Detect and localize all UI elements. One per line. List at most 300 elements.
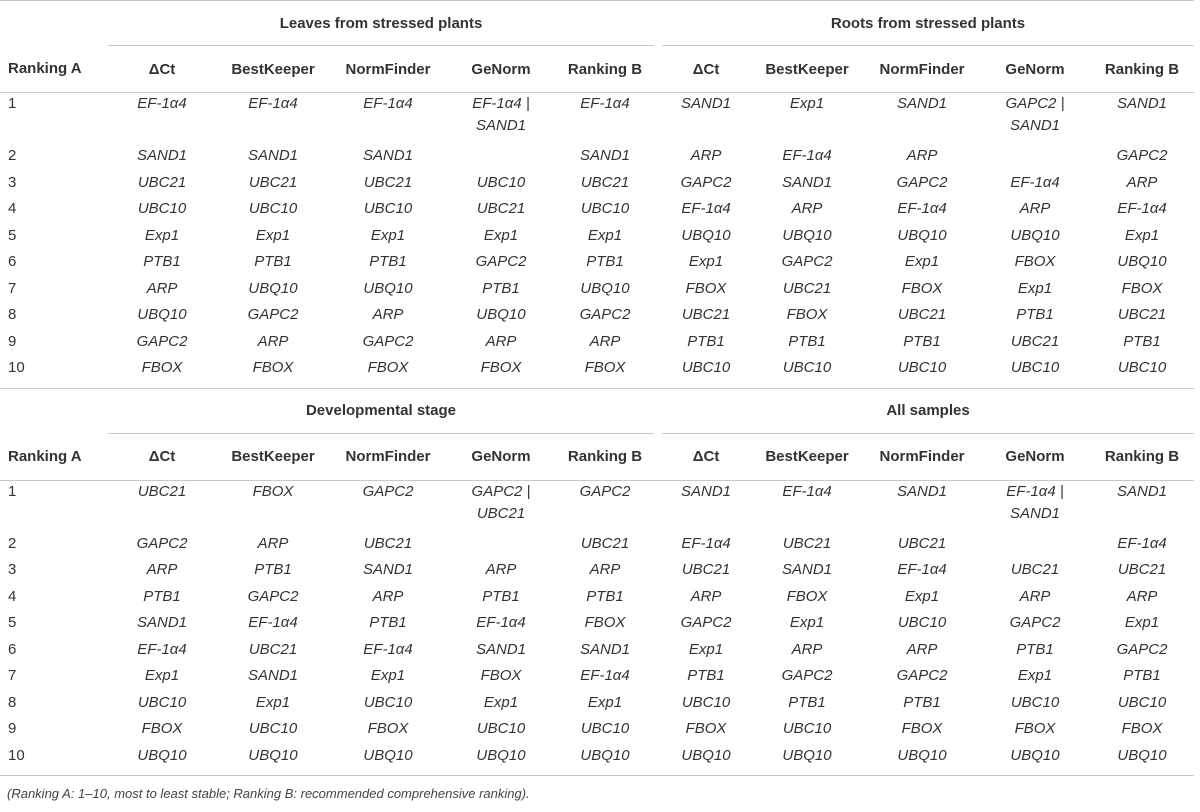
rank-number: 10 <box>0 745 108 776</box>
column-header: Ranking B <box>1090 46 1194 93</box>
gene-name: SAND1 <box>475 117 527 134</box>
gene-cell: SAND1 <box>782 173 833 191</box>
gene-cell: GAPC2 <box>1116 147 1168 164</box>
table-row <box>0 586 1194 613</box>
gene-cell: UBC10 <box>580 200 630 217</box>
gene-cell: UBC21 <box>1010 332 1060 350</box>
gene-cell: PTB1 <box>903 332 941 350</box>
group-gap <box>654 331 662 358</box>
group-gap <box>654 665 662 692</box>
gene-cell: FBOX <box>446 357 556 388</box>
section-group-header <box>0 388 1194 433</box>
group-gap <box>654 251 662 278</box>
gene-cell: EF-1α4 <box>476 614 526 631</box>
gene-cell: Exp1 <box>688 253 724 270</box>
group-gap <box>654 692 662 719</box>
gene-cell: SAND1 <box>897 482 948 500</box>
gene-cell: Exp1 <box>1017 279 1053 297</box>
gene-cell: UBC10 <box>476 720 526 737</box>
gene-cell: FBOX <box>252 482 294 500</box>
rank-number: 6 <box>8 640 17 658</box>
column-header: BestKeeper <box>750 46 864 93</box>
gene-cell: PTB1 <box>788 332 826 350</box>
left-group-title: Developmental stage <box>108 388 654 433</box>
column-header: BestKeeper <box>216 46 330 93</box>
gene-cell: UBC21 <box>137 482 187 500</box>
group-gap <box>654 533 662 560</box>
group-gap <box>654 480 662 533</box>
gene-cell: ARP <box>690 587 722 605</box>
gene-cell: SAND1 <box>362 147 414 164</box>
gene-cell: GAPC2 <box>896 173 948 191</box>
rank-number: 9 <box>8 332 17 350</box>
gene-cell: UBC21 <box>137 173 187 191</box>
gene-cell: ARP <box>690 147 722 164</box>
group-gap <box>654 46 662 93</box>
gene-cell: ARP <box>1019 587 1051 605</box>
gene-cell: EF-1α4 <box>137 95 187 112</box>
rank-number: 8 <box>8 693 17 711</box>
gene-cell: ARP <box>372 306 404 323</box>
rank-number: 1 <box>8 482 17 500</box>
gene-cell: UBC21 <box>580 173 630 191</box>
gene-cell: UBC21 <box>476 200 526 217</box>
gene-cell: GAPC2 <box>680 173 732 191</box>
gene-cell: PTB1 <box>369 253 407 270</box>
gene-cell: GAPC2 <box>247 306 299 323</box>
gene-cell: EF-1α4 <box>363 95 413 112</box>
gene-cell: UBC10 <box>1090 357 1194 388</box>
column-header: ΔCt <box>662 46 750 93</box>
gene-cell: PTB1 <box>903 693 941 711</box>
gene-name: UBC21 <box>476 504 526 522</box>
column-header: ΔCt <box>108 46 216 93</box>
gene-cell: GAPC2 <box>579 482 631 500</box>
gene-cell: FBOX <box>1121 279 1163 297</box>
rank-number: 10 <box>0 357 108 388</box>
rank-number: 4 <box>8 587 17 605</box>
rank-number: 4 <box>8 200 17 217</box>
gene-cell: GAPC2 <box>136 534 188 552</box>
gene-cell: Exp1 <box>587 226 623 244</box>
column-header: Ranking B <box>556 433 654 480</box>
gene-cell: PTB1 <box>143 253 181 270</box>
gene-cell: SAND1 <box>579 640 631 658</box>
gene-cell: EF-1α4 <box>681 200 731 217</box>
table-row <box>0 692 1194 719</box>
gene-cell: UBQ10 <box>864 745 980 776</box>
column-header: Ranking A <box>0 433 108 480</box>
gene-cell: UBC10 <box>897 614 947 631</box>
gene-cell: GAPC2 <box>247 587 299 605</box>
right-group-title: All samples <box>662 388 1194 433</box>
column-header: NormFinder <box>330 46 446 93</box>
gene-cell: FBOX <box>330 357 446 388</box>
gene-cell: GAPC2 <box>896 667 948 684</box>
gene-cell: PTB1 <box>482 279 520 297</box>
rank-number: 3 <box>8 561 17 578</box>
gene-cell-pair <box>980 93 1090 146</box>
gene-cell: SAND1 <box>247 667 299 684</box>
table-row <box>0 612 1194 639</box>
gene-cell: EF-1α4 <box>137 640 187 658</box>
group-gap <box>654 93 662 146</box>
rank-number: 2 <box>8 147 17 164</box>
gene-cell: SAND1 <box>247 147 299 164</box>
table-row <box>0 357 1194 388</box>
gene-cell: FBOX <box>901 720 943 737</box>
gene-cell: SAND1 <box>897 95 948 112</box>
gene-name: EF-1α4 | <box>1006 482 1064 500</box>
gene-cell: PTB1 <box>143 587 181 605</box>
rank-number: 6 <box>8 253 17 270</box>
column-header: BestKeeper <box>216 433 330 480</box>
gene-cell: Exp1 <box>1124 614 1160 631</box>
gene-cell: Exp1 <box>587 693 623 711</box>
gene-cell: FBOX <box>108 357 216 388</box>
gene-cell: UBC10 <box>137 200 187 217</box>
gene-cell: ARP <box>791 640 823 658</box>
gene-cell: Exp1 <box>789 95 825 112</box>
gene-cell: UBC21 <box>1117 561 1167 578</box>
gene-cell: UBQ10 <box>782 226 832 244</box>
group-gap <box>654 1 662 46</box>
gene-cell: EF-1α4 <box>782 482 832 500</box>
rank-number: 5 <box>8 226 17 244</box>
gene-cell: SAND1 <box>362 561 414 578</box>
gene-cell: SAND1 <box>475 640 527 658</box>
gene-name: EF-1α4 | <box>472 95 530 112</box>
gene-cell: SAND1 <box>1117 95 1168 112</box>
gene-cell: Exp1 <box>144 667 180 684</box>
gene-cell: PTB1 <box>687 667 725 684</box>
gene-cell: UBC21 <box>1117 306 1167 323</box>
gene-cell: UBC21 <box>897 306 947 323</box>
gene-cell: GAPC2 <box>781 667 833 684</box>
gene-name: SAND1 <box>1010 504 1061 522</box>
gene-cell: UBC10 <box>137 693 187 711</box>
column-header: NormFinder <box>864 46 980 93</box>
gene-cell: UBC21 <box>363 173 413 191</box>
table-row <box>0 639 1194 666</box>
gene-cell <box>446 145 556 172</box>
gene-cell: ARP <box>906 147 938 164</box>
gene-cell: Exp1 <box>789 614 825 631</box>
gene-cell: UBC21 <box>782 534 832 552</box>
gene-cell: ARP <box>372 587 404 605</box>
gene-cell: FBOX <box>786 587 828 605</box>
gene-cell: UBC21 <box>248 640 298 658</box>
gene-cell: FBOX <box>786 306 828 323</box>
gene-cell: FBOX <box>901 279 943 297</box>
gene-cell: PTB1 <box>254 561 292 578</box>
gene-cell: EF-1α4 <box>1117 534 1167 552</box>
gene-cell: Exp1 <box>370 667 406 684</box>
gene-cell: UBC21 <box>681 306 731 323</box>
gene-cell: FBOX <box>1014 253 1056 270</box>
gene-cell: UBQ10 <box>363 279 413 297</box>
gene-cell: UBC21 <box>782 279 832 297</box>
gene-cell: UBC10 <box>782 720 832 737</box>
gene-cell: UBQ10 <box>1010 226 1060 244</box>
table-row <box>0 198 1194 225</box>
gene-cell: GAPC2 <box>136 332 188 350</box>
gene-cell: PTB1 <box>1016 306 1054 323</box>
gene-cell: UBQ10 <box>1090 745 1194 776</box>
group-gap <box>654 172 662 199</box>
gene-cell: SAND1 <box>136 147 188 164</box>
table-row <box>0 559 1194 586</box>
group-gap <box>654 433 662 480</box>
gene-cell: ARP <box>146 279 178 297</box>
gene-cell: EF-1α4 <box>248 95 298 112</box>
column-header: Ranking A <box>0 46 108 93</box>
gene-cell: UBC10 <box>864 357 980 388</box>
gene-cell: ARP <box>589 332 621 350</box>
table-row <box>0 172 1194 199</box>
group-gap <box>654 559 662 586</box>
gene-cell: Exp1 <box>483 226 519 244</box>
group-gap <box>654 278 662 305</box>
gene-cell: UBQ10 <box>750 745 864 776</box>
section-corner <box>0 388 108 433</box>
rank-number: 7 <box>8 279 17 297</box>
gene-cell: EF-1α4 <box>248 614 298 631</box>
gene-cell: FBOX <box>685 279 727 297</box>
gene-cell: UBQ10 <box>662 745 750 776</box>
table-row <box>0 145 1194 172</box>
gene-cell: UBC10 <box>1117 693 1167 711</box>
table-row <box>0 718 1194 745</box>
gene-cell: UBQ10 <box>1117 253 1167 270</box>
gene-cell: UBC10 <box>681 693 731 711</box>
group-gap <box>654 612 662 639</box>
gene-cell: SAND1 <box>681 482 732 500</box>
gene-cell: UBQ10 <box>216 745 330 776</box>
gene-cell: FBOX <box>1121 720 1163 737</box>
gene-cell: ARP <box>589 561 621 578</box>
gene-cell: UBC21 <box>363 534 413 552</box>
table-row <box>0 304 1194 331</box>
gene-cell: ARP <box>1126 173 1158 191</box>
gene-cell <box>980 533 1090 560</box>
rank-number: 5 <box>8 614 17 631</box>
gene-cell: Exp1 <box>255 693 291 711</box>
gene-cell: PTB1 <box>586 253 624 270</box>
gene-cell-pair <box>446 480 556 533</box>
group-gap <box>654 745 662 776</box>
column-header: BestKeeper <box>750 433 864 480</box>
gene-cell: GAPC2 <box>362 482 414 500</box>
gene-cell: FBOX <box>1014 720 1056 737</box>
gene-cell: Exp1 <box>1124 226 1160 244</box>
left-group-title: Leaves from stressed plants <box>108 1 654 46</box>
gene-cell: PTB1 <box>687 332 725 350</box>
group-gap <box>654 225 662 252</box>
gene-cell: SAND1 <box>782 561 833 578</box>
rank-number: 9 <box>8 720 17 737</box>
gene-cell: UBC21 <box>897 534 947 552</box>
gene-cell: UBQ10 <box>897 226 947 244</box>
gene-cell: UBC21 <box>681 561 731 578</box>
gene-cell: UBC10 <box>248 720 298 737</box>
gene-cell: GAPC2 <box>475 253 527 270</box>
gene-cell: Exp1 <box>688 640 724 658</box>
table-footnote: (Ranking A: 1–10, most to least stable; Ranking B: recommended comprehensive ranking). <box>7 786 530 801</box>
gene-cell: FBOX <box>480 667 522 684</box>
column-header-row <box>0 433 1194 480</box>
gene-cell: UBC10 <box>580 720 630 737</box>
gene-cell: Exp1 <box>904 587 940 605</box>
gene-cell: ARP <box>906 640 938 658</box>
table-row <box>0 745 1194 776</box>
column-header-row <box>0 46 1194 93</box>
gene-cell: ARP <box>1126 587 1158 605</box>
column-header: Ranking B <box>1090 433 1194 480</box>
gene-cell: GAPC2 <box>579 306 631 323</box>
gene-cell: ARP <box>485 332 517 350</box>
gene-cell: UBQ10 <box>980 745 1090 776</box>
gene-cell: SAND1 <box>579 147 631 164</box>
gene-cell: ARP <box>1019 200 1051 217</box>
gene-cell: EF-1α4 <box>897 200 947 217</box>
gene-cell: ARP <box>485 561 517 578</box>
gene-name: GAPC2 | <box>1005 95 1065 112</box>
gene-cell <box>980 145 1090 172</box>
gene-cell: ARP <box>257 332 289 350</box>
gene-cell: GAPC2 <box>362 332 414 350</box>
gene-cell: Exp1 <box>1017 667 1053 684</box>
gene-cell: PTB1 <box>1016 640 1054 658</box>
gene-cell: Exp1 <box>370 226 406 244</box>
gene-cell-pair <box>980 480 1090 533</box>
gene-cell: UBQ10 <box>108 745 216 776</box>
table-row <box>0 278 1194 305</box>
table-row <box>0 225 1194 252</box>
gene-cell: UBC21 <box>1010 561 1060 578</box>
gene-cell: FBOX <box>584 614 626 631</box>
gene-name: GAPC2 | <box>471 482 531 500</box>
gene-cell: UBQ10 <box>556 745 654 776</box>
gene-cell: FBOX <box>367 720 409 737</box>
gene-cell: UBQ10 <box>137 306 187 323</box>
rank-number: 8 <box>8 306 17 323</box>
gene-cell: UBC10 <box>1010 693 1060 711</box>
gene-cell: EF-1α4 <box>580 95 630 112</box>
group-gap <box>654 145 662 172</box>
gene-cell: GAPC2 <box>781 253 833 270</box>
gene-cell: EF-1α4 <box>580 667 630 684</box>
gene-cell: ARP <box>257 534 289 552</box>
column-header: GeNorm <box>980 433 1090 480</box>
table-row <box>0 93 1194 146</box>
group-gap <box>654 357 662 388</box>
section-corner <box>0 1 108 46</box>
gene-cell: UBC10 <box>363 200 413 217</box>
gene-cell: UBC21 <box>580 534 630 552</box>
column-header: Ranking B <box>556 46 654 93</box>
gene-cell: UBQ10 <box>476 306 526 323</box>
gene-cell: SAND1 <box>1117 482 1168 500</box>
table-row <box>0 480 1194 533</box>
gene-cell: Exp1 <box>144 226 180 244</box>
column-header: ΔCt <box>108 433 216 480</box>
column-header: NormFinder <box>330 433 446 480</box>
gene-cell: UBC10 <box>980 357 1090 388</box>
gene-cell: EF-1α4 <box>363 640 413 658</box>
table-body <box>0 1 1194 776</box>
gene-cell: PTB1 <box>788 693 826 711</box>
gene-cell: UBC21 <box>248 173 298 191</box>
table-row <box>0 533 1194 560</box>
gene-cell: SAND1 <box>136 614 188 631</box>
gene-cell: Exp1 <box>255 226 291 244</box>
column-header: GeNorm <box>980 46 1090 93</box>
column-header: NormFinder <box>864 433 980 480</box>
gene-cell: PTB1 <box>482 587 520 605</box>
gene-cell: UBQ10 <box>330 745 446 776</box>
gene-name: SAND1 <box>1010 117 1061 134</box>
group-gap <box>654 198 662 225</box>
gene-cell: FBOX <box>556 357 654 388</box>
gene-cell: EF-1α4 <box>897 561 947 578</box>
gene-cell: UBQ10 <box>446 745 556 776</box>
gene-cell: FBOX <box>685 720 727 737</box>
group-gap <box>654 639 662 666</box>
gene-cell: UBQ10 <box>248 279 298 297</box>
gene-cell: FBOX <box>216 357 330 388</box>
table-row <box>0 665 1194 692</box>
section-group-header <box>0 1 1194 46</box>
gene-cell: Exp1 <box>483 693 519 711</box>
right-group-title: Roots from stressed plants <box>662 1 1194 46</box>
group-gap <box>654 388 662 433</box>
gene-cell: EF-1α4 <box>1117 200 1167 217</box>
gene-cell: UBC10 <box>662 357 750 388</box>
gene-cell: PTB1 <box>1123 332 1161 350</box>
rank-number: 3 <box>8 173 17 191</box>
group-gap <box>654 586 662 613</box>
gene-cell-pair <box>446 93 556 146</box>
gene-cell: GAPC2 <box>680 614 732 631</box>
table-row <box>0 331 1194 358</box>
gene-cell: EF-1α4 <box>782 147 832 164</box>
gene-cell: SAND1 <box>681 95 732 112</box>
gene-cell: FBOX <box>141 720 183 737</box>
group-gap <box>654 718 662 745</box>
gene-cell: UBC10 <box>476 173 526 191</box>
gene-cell: PTB1 <box>1123 667 1161 684</box>
gene-cell <box>446 533 556 560</box>
rank-number: 2 <box>8 534 17 552</box>
gene-cell: UBC10 <box>248 200 298 217</box>
column-header: GeNorm <box>446 433 556 480</box>
gene-cell: UBC10 <box>750 357 864 388</box>
gene-cell: PTB1 <box>254 253 292 270</box>
gene-cell: EF-1α4 <box>681 534 731 552</box>
gene-cell: Exp1 <box>904 253 940 270</box>
gene-cell: GAPC2 <box>1116 640 1168 658</box>
group-gap <box>654 304 662 331</box>
gene-cell: ARP <box>791 200 823 217</box>
rank-number: 7 <box>8 667 17 684</box>
column-header: GeNorm <box>446 46 556 93</box>
gene-cell: EF-1α4 <box>1010 173 1060 191</box>
gene-cell: GAPC2 <box>1009 614 1061 631</box>
rank-number: 1 <box>8 95 17 112</box>
gene-cell: UBC10 <box>363 693 413 711</box>
gene-cell: PTB1 <box>369 614 407 631</box>
